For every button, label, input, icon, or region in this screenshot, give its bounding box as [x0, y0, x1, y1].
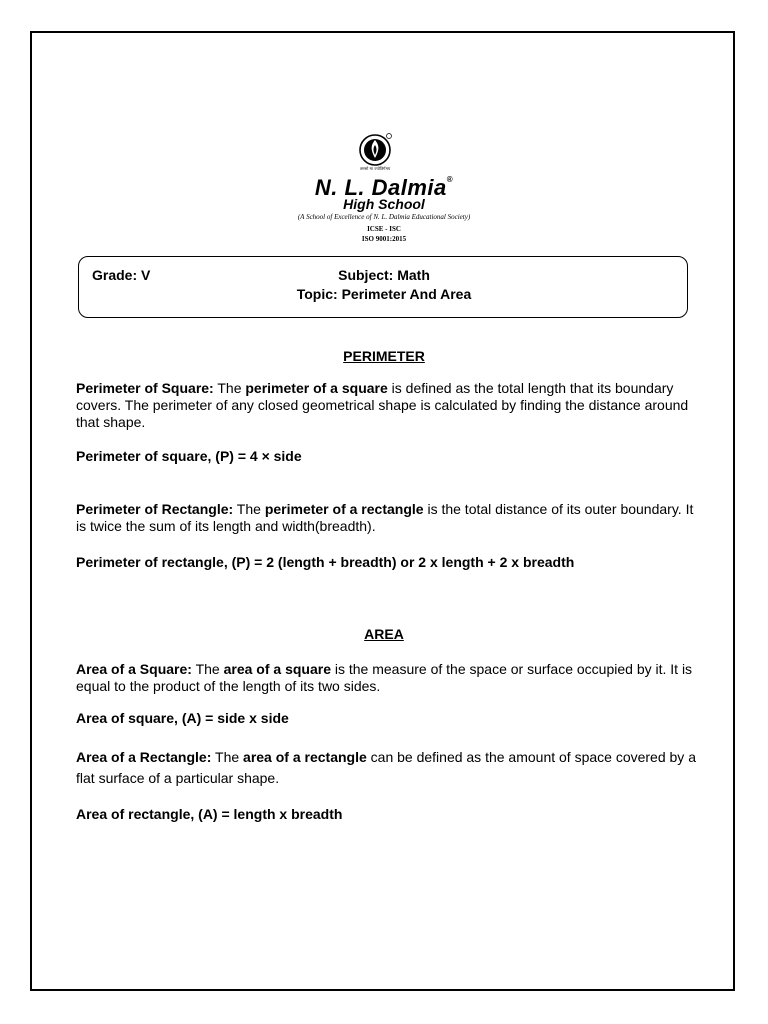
school-iso: ISO 9001:2015	[361, 235, 407, 243]
logo-motto: तमसो मा ज्योतिर्गमय	[359, 166, 391, 171]
perimeter-heading: PERIMETER	[343, 348, 425, 364]
topic-label: Topic: Perimeter And Area	[296, 286, 472, 302]
subject-label: Subject: Math	[338, 267, 430, 283]
perimeter-square-formula: Perimeter of square, (P) = 4 × side	[76, 448, 302, 464]
school-tagline: (A School of Excellence of N. L. Dalmia Educational Society)	[297, 213, 471, 221]
area-square-formula: Area of square, (A) = side x side	[76, 710, 289, 726]
perimeter-rectangle-paragraph: Perimeter of Rectangle: The perimeter of a rectangle is the total distance of its outer boundary. It is twice the sum of its length and width(breadth).	[76, 501, 694, 534]
school-board: ICSE - ISC	[367, 225, 401, 233]
grade-label: Grade: V	[92, 267, 151, 283]
flame-emblem-icon	[357, 132, 393, 172]
area-rectangle-paragraph: Area of a Rectangle: The area of a rectangle can be defined as the amount of space covered by a flat surface of a particular shape.	[76, 749, 696, 786]
perimeter-square-paragraph: Perimeter of Square: The perimeter of a square is defined as the total length that its boundary covers. The perimeter of any closed geometrical shape is calculated by finding the distance around that shape.	[76, 380, 689, 430]
area-square-paragraph: Area of a Square: The area of a square is the measure of the space or surface occupied by it. It is equal to the product of the length of its two sides.	[76, 661, 693, 694]
perimeter-rectangle-formula: Perimeter of rectangle, (P) = 2 (length + breadth) or 2 x length + 2 x breadth	[76, 554, 575, 570]
school-name: N. L. Dalmia®	[314, 175, 454, 200]
area-rectangle-formula: Area of rectangle, (A) = length x breadth	[76, 806, 343, 822]
area-heading: AREA	[364, 626, 404, 642]
school-subtitle: High School	[343, 196, 425, 212]
